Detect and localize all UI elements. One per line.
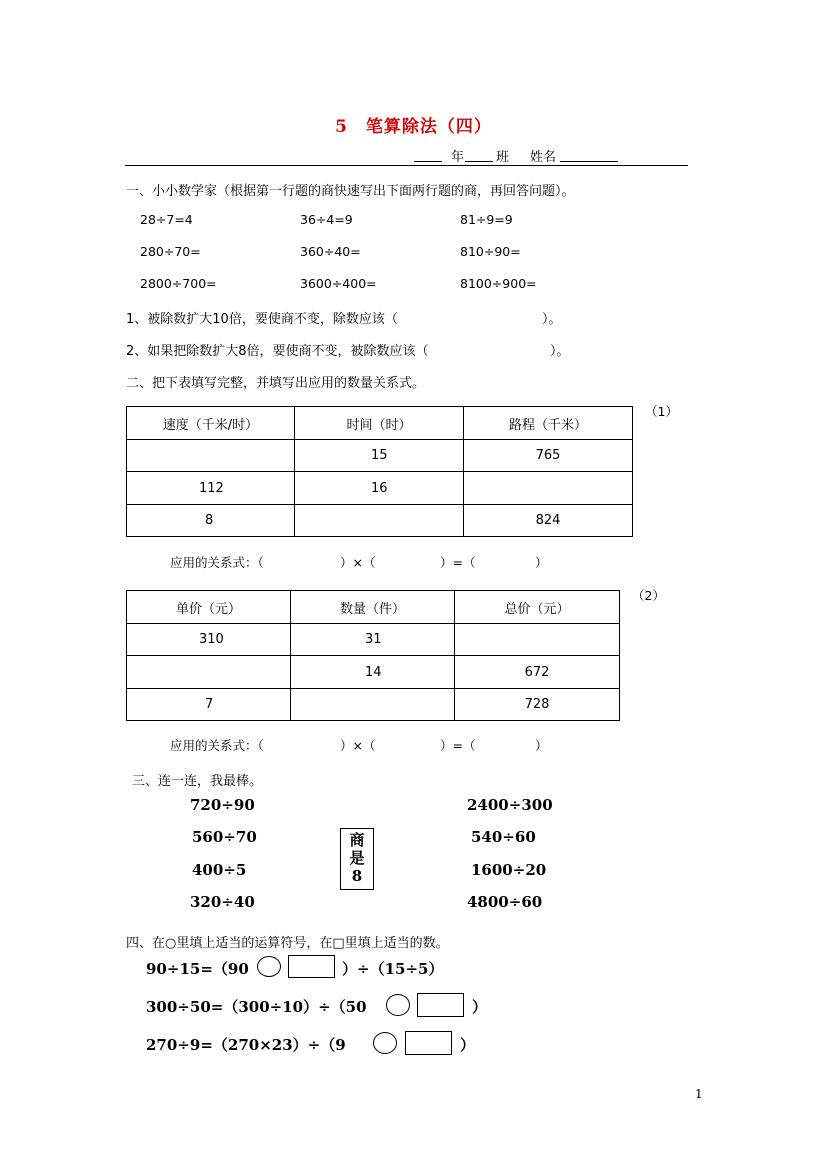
question-2-suffix: ）。 xyxy=(550,344,570,359)
table-cell: 16 xyxy=(295,472,464,505)
table-cell[interactable] xyxy=(291,689,455,721)
table-cell: 765 xyxy=(464,440,633,472)
page-number: 1 xyxy=(695,1087,703,1101)
table-cell[interactable] xyxy=(464,472,633,505)
table-cell[interactable] xyxy=(127,440,295,472)
match-left-item[interactable]: 320÷40 xyxy=(190,893,255,911)
table-cell: 8 xyxy=(127,505,295,537)
operator-circle[interactable] xyxy=(257,956,281,977)
table-header: 路程（千米） xyxy=(464,407,633,440)
section3-heading: 三、连一连，我最棒。 xyxy=(132,774,263,789)
match-right-item[interactable]: 540÷60 xyxy=(471,828,536,846)
year-blank[interactable] xyxy=(414,161,442,162)
center-box-char: 是 xyxy=(349,849,365,867)
calc-item: 36÷4=9 xyxy=(300,212,353,227)
match-left-item[interactable]: 720÷90 xyxy=(190,796,255,814)
section1-heading: 一、小小数学家（根据第一行题的商快速写出下面两行题的商，再回答问题）。 xyxy=(126,184,575,199)
year-label: 年 xyxy=(451,150,465,165)
relation-equals: ）=（ xyxy=(440,738,476,753)
header-rule xyxy=(125,165,688,166)
calc-item: 280÷70= xyxy=(140,244,201,259)
page-title: 5 笔算除法（四） xyxy=(335,117,492,137)
table-cell: 14 xyxy=(291,656,455,689)
table-cell: 7 xyxy=(127,689,291,721)
question-2-prefix: 2、如果把除数扩大8倍，要使商不变，被除数应该（ xyxy=(126,344,429,359)
question-1-prefix: 1、被除数扩大10倍，要使商不变，除数应该（ xyxy=(126,312,398,327)
center-target-box xyxy=(340,828,374,890)
class-blank[interactable] xyxy=(465,161,493,162)
calc-item: 28÷7=4 xyxy=(140,212,193,227)
class-label: 班 xyxy=(496,150,510,165)
table-cell: 728 xyxy=(455,689,620,721)
calc-item: 810÷90= xyxy=(460,244,521,259)
table-cell: 824 xyxy=(464,505,633,537)
table-cell: 15 xyxy=(295,440,464,472)
answer-box[interactable] xyxy=(405,1031,452,1055)
relation-times: ）×（ xyxy=(340,738,376,753)
table-cell: 672 xyxy=(455,656,620,689)
match-right-item[interactable]: 4800÷60 xyxy=(467,893,543,911)
answer-box[interactable] xyxy=(417,993,464,1017)
equation-3-part1: 270÷9=（270×23）÷（9 xyxy=(146,1036,346,1054)
relation-equals: ）=（ xyxy=(440,555,476,570)
name-blank[interactable] xyxy=(560,161,618,162)
table-cell[interactable] xyxy=(127,656,291,689)
calc-item: 81÷9=9 xyxy=(460,212,513,227)
relation-label: 应用的关系式：（ xyxy=(170,555,264,570)
table1-number: （1） xyxy=(645,404,678,419)
equation-2-part2: ） xyxy=(472,998,488,1016)
relation-label: 应用的关系式：（ xyxy=(170,738,264,753)
equation-2-part1: 300÷50=（300÷10）÷（50 xyxy=(146,998,367,1016)
operator-circle[interactable] xyxy=(373,1032,397,1054)
equation-1-part2: ）÷（15÷5） xyxy=(342,960,444,978)
section4-heading: 四、在○里填上适当的运算符号，在□里填上适当的数。 xyxy=(126,936,449,951)
speed-time-distance-table xyxy=(126,406,633,537)
table-cell[interactable] xyxy=(455,624,620,656)
relation-times: ）×（ xyxy=(340,555,376,570)
center-box-char: 商 xyxy=(349,831,365,849)
match-right-item[interactable]: 1600÷20 xyxy=(471,861,547,879)
calc-item: 8100÷900= xyxy=(460,276,537,291)
table-cell: 310 xyxy=(127,624,291,656)
table-header: 速度（千米/时） xyxy=(127,407,295,440)
table-header: 总价（元） xyxy=(455,591,620,624)
calc-item: 2800÷700= xyxy=(140,276,217,291)
table-cell: 112 xyxy=(127,472,295,505)
calc-item: 3600÷400= xyxy=(300,276,377,291)
table2-number: （2） xyxy=(632,588,665,603)
price-quantity-total-table xyxy=(126,590,620,721)
answer-box[interactable] xyxy=(288,955,335,978)
name-label: 姓名 xyxy=(530,150,557,165)
relation-close: ） xyxy=(535,738,548,753)
table-header: 数量（件） xyxy=(291,591,455,624)
question-1-suffix: ）。 xyxy=(542,312,562,327)
match-left-item[interactable]: 560÷70 xyxy=(192,828,257,846)
equation-3-part2: ） xyxy=(460,1036,476,1054)
table-header: 时间（时） xyxy=(295,407,464,440)
center-box-char: 8 xyxy=(351,867,363,885)
equation-1-part1: 90÷15=（90 xyxy=(146,960,249,978)
table-cell: 31 xyxy=(291,624,455,656)
match-right-item[interactable]: 2400÷300 xyxy=(467,796,553,814)
match-left-item[interactable]: 400÷5 xyxy=(192,861,247,879)
relation-close: ） xyxy=(535,555,548,570)
table-cell[interactable] xyxy=(295,505,464,537)
section2-heading: 二、把下表填写完整，并填写出应用的数量关系式。 xyxy=(126,376,426,391)
table-header: 单价（元） xyxy=(127,591,291,624)
operator-circle[interactable] xyxy=(386,994,410,1016)
calc-item: 360÷40= xyxy=(300,244,361,259)
